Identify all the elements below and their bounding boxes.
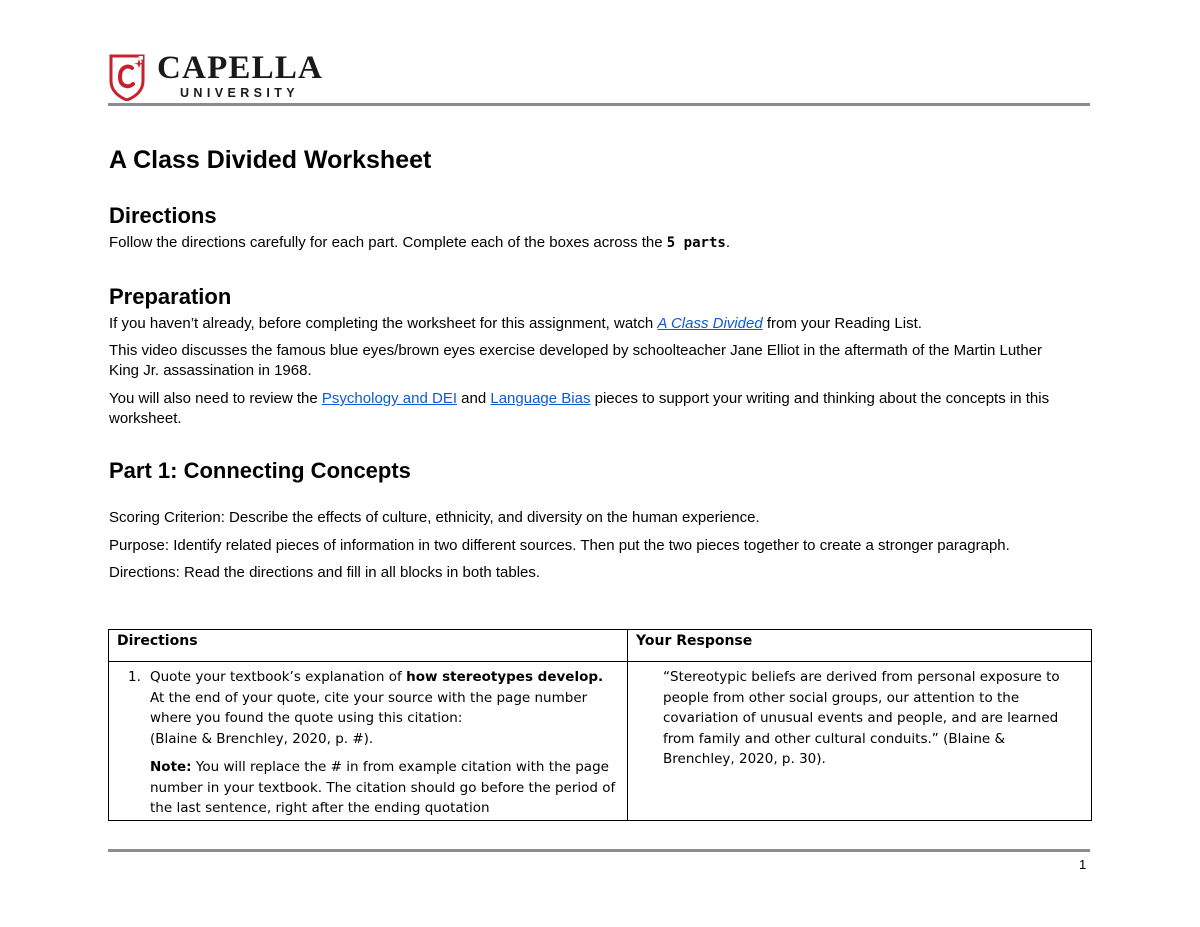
part1-directions: Directions: Read the directions and fill in all blocks in both tables. [109, 564, 541, 581]
directions-note [150, 757, 616, 819]
preparation-heading: Preparation [109, 283, 232, 309]
dir-citation: (Blaine & Brenchley, 2020, p. #). [150, 730, 374, 747]
prep-p1-after: from your Reading List. [762, 314, 922, 332]
prep-p1-before: If you haven’t already, before completing the worksheet for this assignment, watch [109, 314, 658, 332]
preparation-paragraph-3 [109, 389, 1069, 428]
note-label: Note: [150, 759, 192, 775]
psychology-dei-link[interactable]: Psychology and DEI [321, 390, 457, 407]
brand-subname: UNIVERSITY [180, 86, 300, 100]
directions-cell [109, 662, 628, 821]
prep-p3-before: You will also need to review the [109, 390, 322, 407]
response-cell[interactable] [628, 662, 1092, 821]
page-title: A Class Divided Worksheet [109, 146, 432, 174]
table-header-response: Your Response [628, 630, 1092, 662]
directions-text-bold: 5 parts [666, 235, 726, 251]
prep-p3-after: pieces to support your writing and thinking about the concepts in this worksheet. [109, 390, 1050, 427]
dir-text-bold: how stereotypes develop. [406, 669, 604, 685]
prep-p3-mid: and [457, 390, 491, 407]
directions-item [150, 667, 616, 749]
directions-heading: Directions [109, 203, 217, 228]
shield-icon [108, 53, 146, 101]
directions-text-end: . [725, 234, 730, 251]
document-body [109, 144, 1069, 583]
directions-text-a: Follow the directions carefully for each part. Complete each of the boxes across the [109, 234, 667, 251]
dir-text-a: Quote your textbook’s explanation of [150, 669, 407, 685]
scoring-criterion: Scoring Criterion: Describe the effects of culture, ethnicity, and diversity on the human experience. [109, 509, 760, 526]
directions-text [109, 233, 1069, 254]
worksheet-table [108, 629, 1092, 821]
purpose-text: Purpose: Identify related pieces of information in two different sources. Then put the two pieces together to create a stronger paragraph. [109, 536, 1010, 554]
table-row [109, 662, 1092, 821]
preparation-paragraph-2: This video discusses the famous blue eyes/brown eyes exercise developed by schoolteacher Jane Elliot in the aftermath of the Martin Luther King Jr. assassination in 1968. [109, 342, 1043, 379]
dir-text-b: At the end of your quote, cite your source with the page number where you found the quote using this citation: [150, 689, 588, 726]
class-divided-link[interactable]: A Class Divided [657, 314, 763, 332]
table-header-row [109, 630, 1092, 662]
header-rule [108, 103, 1090, 106]
response-text: “Stereotypic beliefs are derived from personal exposure to people from other social groups, our attention to the covariation of unusual events and people, and are learned from family and other cultural conduits.” (Blaine & Brenchley, 2020, p. 30). [663, 669, 1060, 767]
note-text: You will replace the # in from example citation with the page number in your textbook. The citation should go before the period of the last sentence, right after the ending quotation [150, 759, 616, 816]
language-bias-link[interactable]: Language Bias [490, 390, 591, 407]
brand-name: CAPELLA [157, 50, 324, 86]
preparation-paragraph-1 [109, 314, 1069, 334]
footer-rule [108, 849, 1090, 852]
table-header-directions: Directions [109, 630, 628, 662]
university-logo [108, 52, 1090, 106]
page-number: 1 [1079, 857, 1087, 872]
list-number: 1. [128, 669, 141, 685]
part1-heading: Part 1: Connecting Concepts [109, 458, 411, 483]
